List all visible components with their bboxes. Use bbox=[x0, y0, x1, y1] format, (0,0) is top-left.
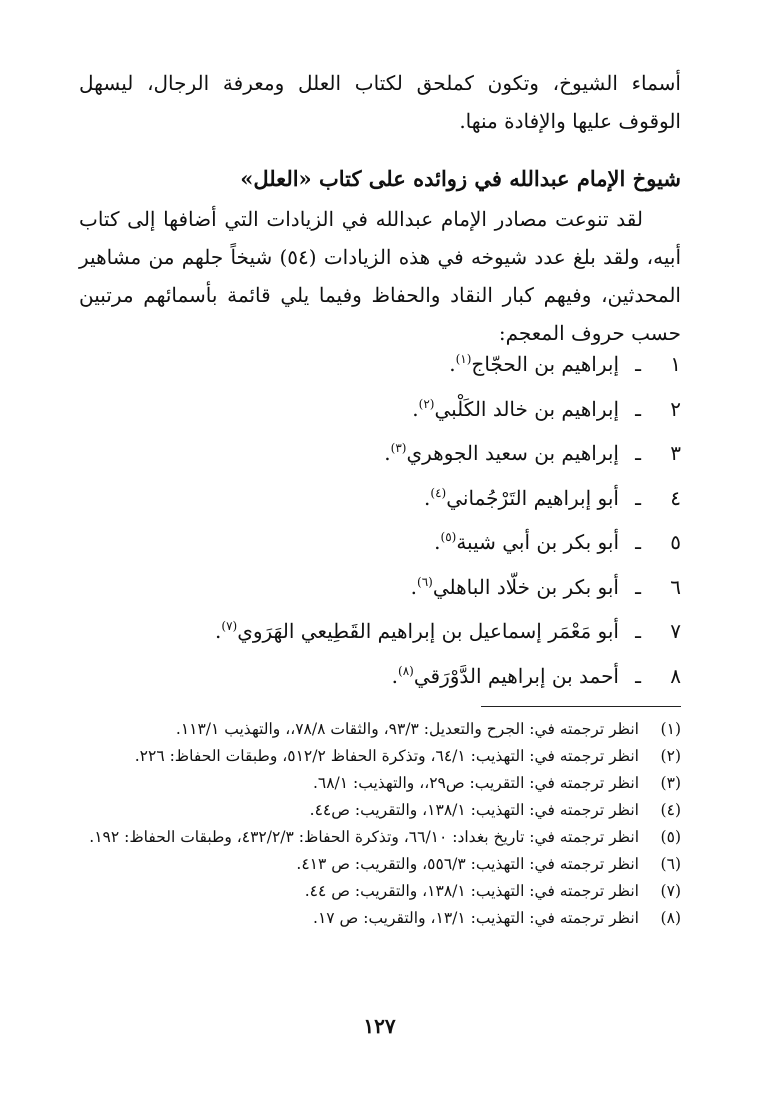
footnote-reference[interactable]: (٥) bbox=[440, 530, 457, 544]
list-item bbox=[79, 565, 681, 610]
footnote-number: (٧) bbox=[660, 882, 681, 900]
shaykh-name: أبو بكر بن أبي شيبة bbox=[456, 530, 619, 554]
item-separator: ـ bbox=[635, 352, 641, 376]
page-number: ١٢٧ bbox=[363, 1014, 396, 1038]
footnote-number: (٥) bbox=[660, 828, 681, 846]
footnote-text: انظر ترجمته في: التهذيب: ١٣٨/١، والتقريب: ص٤٤. bbox=[309, 801, 639, 819]
footnote-text: انظر ترجمته في: التقريب: ص٢٩،، والتهذيب: ٦٨/١. bbox=[312, 774, 639, 792]
item-number: ٤ bbox=[670, 485, 681, 510]
footnote-text: انظر ترجمته في: التهذيب: ٦٤/١، وتذكرة الحفاظ ٥١٢/٢، وطبقات الحفاظ: ٢٢٦. bbox=[134, 747, 639, 765]
item-separator: ـ bbox=[635, 396, 641, 421]
shaykhs-list bbox=[79, 342, 681, 698]
item-number: ٥ bbox=[670, 530, 681, 554]
footnote-reference[interactable]: (٣) bbox=[390, 441, 407, 455]
list-item bbox=[79, 431, 681, 476]
footnote-number: (٤) bbox=[660, 801, 681, 819]
footnote-reference[interactable]: (٦) bbox=[417, 574, 433, 589]
footnote-reference[interactable]: (٢) bbox=[418, 396, 435, 411]
list-item bbox=[79, 609, 681, 654]
footnote bbox=[79, 770, 681, 797]
item-number: ١ bbox=[670, 352, 681, 376]
item-number: ٢ bbox=[670, 396, 681, 421]
item-separator: ـ bbox=[635, 485, 641, 510]
footnote-reference[interactable]: (٧) bbox=[221, 619, 238, 633]
shaykh-name: أبو بكر بن خلّاد الباهلي bbox=[432, 574, 619, 599]
opening-paragraph: أسماء الشيوخ، وتكون كملحق لكتاب العلل ومعرفة الرجال، ليسهل الوقوف عليها والإفادة منها. bbox=[79, 71, 681, 133]
item-end: . bbox=[391, 663, 399, 688]
list-item bbox=[79, 654, 681, 699]
shaykh-name: أحمد بن إبراهيم الدَّوْرَقي bbox=[413, 663, 619, 688]
footnote bbox=[79, 878, 681, 905]
item-number: ٣ bbox=[670, 441, 681, 465]
shaykh-name: أبو مَعْمَر إسماعيل بن إبراهيم القَطِيعي الهَرَوي bbox=[237, 619, 619, 643]
footnote-number: (١) bbox=[660, 720, 681, 738]
footnote-reference[interactable]: (٤) bbox=[430, 485, 447, 500]
footnotes-list bbox=[79, 716, 681, 932]
footnote bbox=[79, 716, 681, 743]
item-end: . bbox=[424, 485, 431, 510]
footnote bbox=[79, 797, 681, 824]
item-number: ٨ bbox=[670, 663, 681, 688]
item-end: . bbox=[434, 530, 441, 554]
footnote-divider bbox=[481, 706, 681, 707]
item-number: ٦ bbox=[670, 574, 681, 599]
item-separator: ـ bbox=[635, 663, 641, 688]
footnote-text: انظر ترجمته في: التهذيب: ٥٥٦/٣، والتقريب: ص ٤١٣. bbox=[296, 855, 639, 873]
intro-paragraph: لقد تنوعت مصادر الإمام عبدالله في الزيادات التي أضافها إلى كتاب أبيه، ولقد بلغ عدد شيوخه في هذه الزيادات (٥٤) شيخاً جلهم من مشاهير المحدثين، وفيهم كبار النقاد والحفاظ وفيما يلي قائمة بأسمائهم مرتبين حسب حروف المعجم: bbox=[79, 207, 682, 345]
list-item bbox=[79, 387, 681, 432]
item-number: ٧ bbox=[670, 619, 681, 643]
item-separator: ـ bbox=[635, 619, 641, 643]
shaykh-name: إبراهيم بن سعيد الجوهري bbox=[406, 441, 619, 465]
footnote-reference[interactable]: (٨) bbox=[398, 663, 414, 678]
footnote bbox=[79, 743, 681, 770]
list-item bbox=[79, 342, 681, 387]
footnote-text: انظر ترجمته في: تاريخ بغداد: ٦٦/١٠، وتذكرة الحفاظ: ٤٣٢/٢/٣، وطبقات الحفاظ: ١٩٢. bbox=[89, 828, 639, 846]
footnote bbox=[79, 905, 681, 932]
list-item bbox=[79, 520, 681, 565]
footnote-number: (٣) bbox=[660, 774, 681, 792]
footnote-number: (٦) bbox=[660, 855, 681, 873]
shaykh-name: إبراهيم بن خالد الكَلْبي bbox=[434, 396, 619, 421]
list-item bbox=[79, 476, 681, 521]
footnote-reference[interactable]: (١) bbox=[455, 352, 472, 366]
shaykh-name: إبراهيم بن الحجّاج bbox=[471, 352, 619, 376]
footnote-number: (٢) bbox=[660, 747, 681, 765]
item-end: . bbox=[384, 441, 391, 465]
item-end: . bbox=[215, 619, 222, 643]
item-end: . bbox=[449, 352, 456, 376]
item-end: . bbox=[410, 574, 418, 599]
footnote bbox=[79, 851, 681, 878]
footnote-text: انظر ترجمته في: التهذيب: ١٣/١، والتقريب: ص ١٧. bbox=[313, 909, 639, 927]
item-separator: ـ bbox=[635, 530, 641, 554]
footnote-text: انظر ترجمته في: الجرح والتعديل: ٩٣/٣، والثقات ٧٨/٨،، والتهذيب ١١٣/١. bbox=[175, 720, 639, 738]
footnote-number: (٨) bbox=[660, 909, 681, 927]
section-heading: شيوخ الإمام عبدالله في زوائده على كتاب «العلل» bbox=[240, 166, 681, 191]
item-separator: ـ bbox=[635, 574, 641, 599]
shaykh-name: أبو إبراهيم التَرْجُماني bbox=[446, 485, 619, 510]
footnote-text: انظر ترجمته في: التهذيب: ١٣٨/١، والتقريب: ص ٤٤. bbox=[304, 882, 639, 900]
item-end: . bbox=[412, 396, 419, 421]
item-separator: ـ bbox=[635, 441, 641, 465]
footnote bbox=[79, 824, 681, 851]
